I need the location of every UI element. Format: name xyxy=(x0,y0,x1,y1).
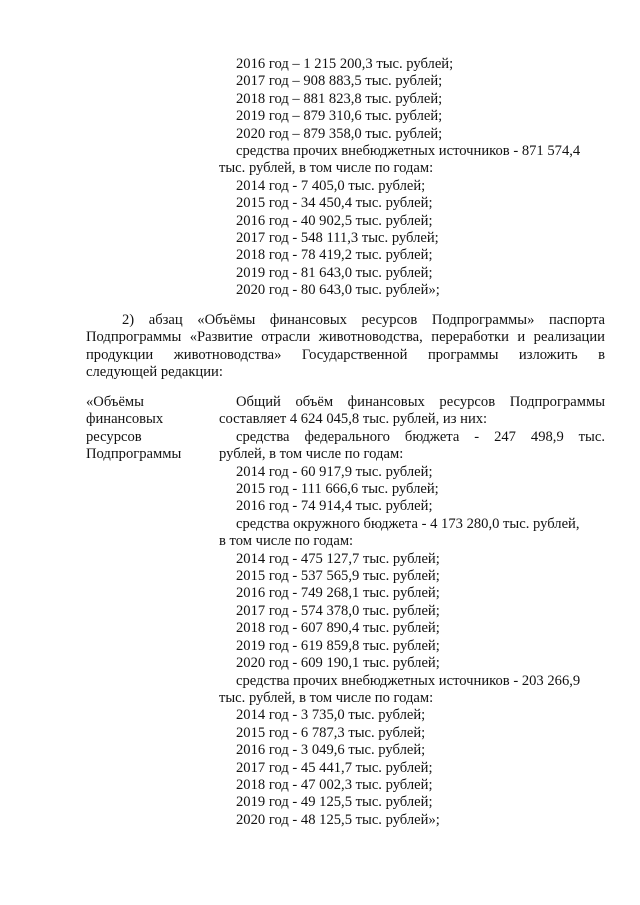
amendment-line: 2) абзац «Объёмы финансовых ресурсов Подпрограммы» паспорта xyxy=(122,312,605,328)
other-year-line: 2014 год - 7 405,0 тыс. рублей; xyxy=(236,177,426,194)
district-year-line: 2015 год - 537 565,9 тыс. рублей; xyxy=(236,568,440,585)
other-heading: средства прочих внебюджетных источников - 203 266,9 xyxy=(236,672,581,689)
other-year-line: 2019 год - 49 125,5 тыс. рублей; xyxy=(236,794,433,811)
funding-continuation-block xyxy=(219,56,605,300)
other-year-line: 2017 год - 548 111,3 тыс. рублей; xyxy=(236,230,439,247)
other-sources-heading-cont: тыс. рублей, в том числе по годам: xyxy=(219,160,434,177)
other-year-line: 2015 год - 34 450,4 тыс. рублей; xyxy=(236,195,433,212)
total-line: Общий объём финансовых ресурсов Подпрограммы xyxy=(236,394,605,410)
other-year-line: 2016 год - 3 049,6 тыс. рублей; xyxy=(236,742,426,759)
other-year-line: 2018 год - 47 002,3 тыс. рублей; xyxy=(236,776,433,793)
year-line: 2016 год – 1 215 200,3 тыс. рублей; xyxy=(236,56,454,72)
label-line: ресурсов xyxy=(86,428,142,445)
district-year-line: 2016 год - 749 268,1 тыс. рублей; xyxy=(236,585,440,602)
total-line-cont: составляет 4 624 045,8 тыс. рублей, из них: xyxy=(219,411,488,428)
label-line: Подпрограммы xyxy=(86,446,182,463)
federal-year-line: 2015 год - 111 666,6 тыс. рублей; xyxy=(236,481,439,498)
year-line: 2017 год – 908 883,5 тыс. рублей; xyxy=(236,73,443,90)
federal-heading-cont: рублей, в том числе по годам: xyxy=(219,446,404,463)
other-year-line: 2019 год - 81 643,0 тыс. рублей; xyxy=(236,264,433,281)
other-year-line: 2016 год - 40 902,5 тыс. рублей; xyxy=(236,212,433,229)
year-line: 2018 год – 881 823,8 тыс. рублей; xyxy=(236,90,443,107)
district-year-line: 2017 год - 574 378,0 тыс. рублей; xyxy=(236,602,440,619)
year-line: 2019 год – 879 310,6 тыс. рублей; xyxy=(236,108,443,125)
amendment-line: Подпрограммы «Развитие отрасли животноводства, переработки и реализации xyxy=(86,329,605,346)
label-line: финансовых xyxy=(86,411,164,428)
amendment-line: продукции животноводства» Государственной программы изложить в xyxy=(86,346,605,363)
passport-label-column xyxy=(86,394,206,464)
other-year-line: 2015 год - 6 787,3 тыс. рублей; xyxy=(236,724,426,741)
district-year-line: 2014 год - 475 127,7 тыс. рублей; xyxy=(236,550,440,567)
year-line: 2020 год – 879 358,0 тыс. рублей; xyxy=(236,125,443,142)
other-year-line: 2020 год - 80 643,0 тыс. рублей»; xyxy=(236,282,440,299)
district-year-line: 2019 год - 619 859,8 тыс. рублей; xyxy=(236,637,440,654)
other-year-line: 2017 год - 45 441,7 тыс. рублей; xyxy=(236,759,433,776)
other-year-line: 2020 год - 48 125,5 тыс. рублей»; xyxy=(236,811,440,828)
district-heading: средства окружного бюджета - 4 173 280,0 тыс. рублей, xyxy=(236,515,580,532)
federal-year-line: 2014 год - 60 917,9 тыс. рублей; xyxy=(236,463,433,480)
other-year-line: 2018 год - 78 419,2 тыс. рублей; xyxy=(236,247,433,264)
other-heading-cont: тыс. рублей, в том числе по годам: xyxy=(219,689,434,706)
federal-heading: средства федерального бюджета - 247 498,9 тыс. xyxy=(236,428,605,445)
district-heading-cont: в том числе по годам: xyxy=(219,533,354,550)
district-year-line: 2020 год - 609 190,1 тыс. рублей; xyxy=(236,655,440,672)
amendment-paragraph xyxy=(86,312,605,382)
passport-value-column xyxy=(219,394,605,829)
label-line: «Объёмы xyxy=(86,394,144,410)
federal-year-line: 2016 год - 74 914,4 тыс. рублей; xyxy=(236,498,433,515)
amendment-line: следующей редакции: xyxy=(86,364,223,381)
other-year-line: 2014 год - 3 735,0 тыс. рублей; xyxy=(236,707,426,724)
district-year-line: 2018 год - 607 890,4 тыс. рублей; xyxy=(236,620,440,637)
other-sources-heading: средства прочих внебюджетных источников - 871 574,4 xyxy=(236,143,581,160)
